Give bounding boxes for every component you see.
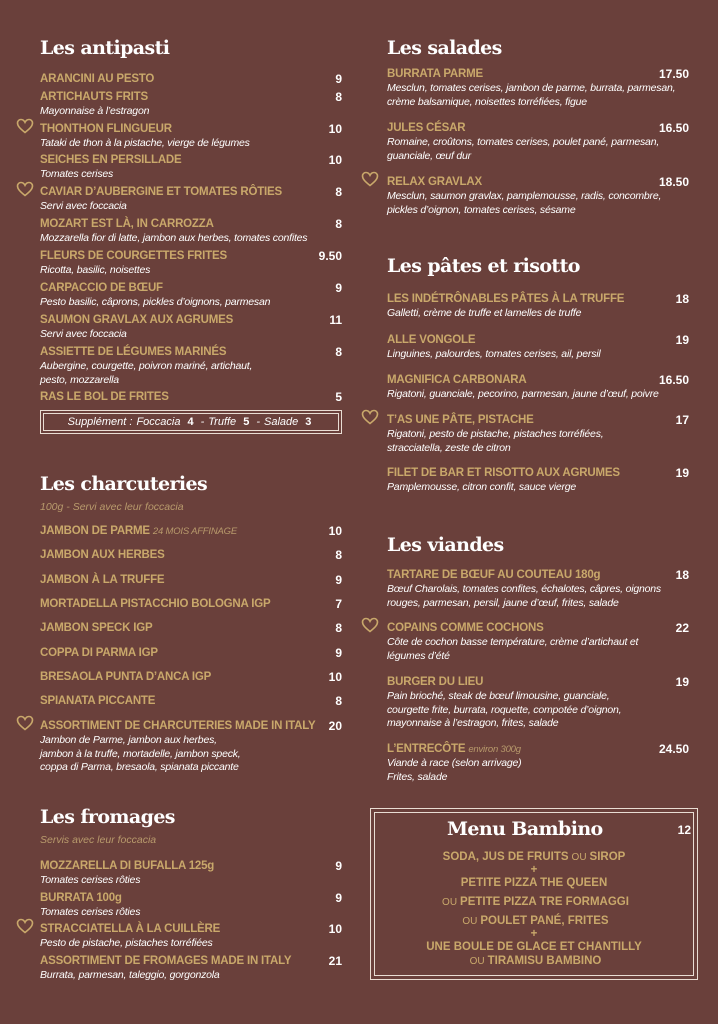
menu-item-name: [40, 314, 233, 326]
menu-item-name: [387, 293, 624, 305]
bambino-option: PETITE PIZZA THE QUEEN: [460, 877, 608, 889]
menu-item-price: 10: [328, 922, 342, 936]
menu-item-description: coppa di Parma, bresaola, spianata piccante: [40, 761, 239, 773]
menu-item-price: 18: [675, 568, 689, 582]
menu-item-name: [40, 250, 227, 262]
item-name-text: STRACCIATELLA À LA CUILLÈRE: [40, 923, 221, 935]
supplement-box: [40, 410, 342, 434]
menu-bambino-price: 12: [677, 823, 691, 837]
bambino-option: +: [530, 864, 538, 876]
menu-item-description: Frites, salade: [387, 770, 448, 783]
menu-item-name: [40, 955, 291, 967]
section-title-pates: Les pâtes et risotto: [387, 255, 580, 277]
menu-item-name: [40, 73, 154, 85]
menu-item-description: légumes d’été: [387, 649, 450, 662]
supplement-truffe-price: 5: [243, 416, 250, 428]
menu-item-name: [40, 622, 152, 634]
item-name-text: CAVIAR D’AUBERGINE ET TOMATES RÔTIES: [40, 186, 282, 198]
heart-icon: [16, 918, 34, 934]
menu-item-name: [387, 467, 620, 479]
menu-item-name: [40, 695, 155, 707]
item-name-text: T’AS UNE PÂTE, PISTACHE: [387, 414, 534, 426]
menu-item-price: 10: [328, 153, 342, 167]
bambino-option: SIROP: [589, 851, 626, 863]
menu-item-price: 24.50: [658, 742, 689, 756]
item-name-text: SAUMON GRAVLAX AUX AGRUMES: [40, 314, 234, 326]
item-name-text: LES INDÉTRÔNABLES PÂTES À LA TRUFFE: [387, 293, 625, 305]
menu-item-price: 21: [328, 954, 342, 968]
menu-item-price: 8: [335, 694, 342, 708]
menu-item-description: Rigatoni, guanciale, pecorino, parmesan, jaune d’œuf, poivre: [387, 388, 659, 400]
bambino-option: POULET PANÉ, FRITES: [480, 915, 609, 927]
menu-item-name: [40, 549, 165, 561]
menu-item-name: [40, 892, 122, 904]
item-name-text: THONTHON FLINGUEUR: [40, 123, 172, 135]
menu-item-name: [40, 91, 148, 103]
item-name-text: TARTARE DE BŒUF AU COUTEAU 180g: [387, 569, 601, 581]
item-name-text: MORTADELLA PISTACCHIO BOLOGNA IGP: [40, 598, 271, 610]
menu-item-price: 9: [335, 281, 342, 295]
menu-item-price: 8: [335, 185, 342, 199]
menu-item-name: [387, 176, 482, 188]
menu-item-name: [40, 391, 169, 403]
menu-item-price: 16.50: [658, 373, 689, 387]
menu-item-description: Pesto de pistache, pistaches torréfiées: [40, 937, 213, 949]
item-name-text: BRESAOLA PUNTA D’ANCA IGP: [40, 671, 212, 683]
item-name-text: BURGER DU LIEU: [387, 676, 484, 688]
supplement-label: Supplément :: [67, 416, 133, 428]
menu-item-name: [40, 218, 214, 230]
menu-item-description: Jambon de Parme, jambon aux herbes,: [40, 734, 217, 746]
bambino-line: [371, 896, 697, 908]
item-note: 24 MOIS AFFINAGE: [152, 526, 237, 537]
menu-item-name: [40, 647, 158, 659]
or-connector: OU: [442, 897, 458, 908]
supplement-foccacia-price: 4: [187, 416, 194, 428]
item-name-text: COPAINS COMME COCHONS: [387, 622, 544, 634]
menu-item-description: jambon à la truffe, mortadelle, jambon speck,: [40, 747, 241, 760]
menu-item-name: [387, 622, 544, 634]
heart-icon: [361, 617, 379, 633]
menu-item-price: 9: [335, 72, 342, 86]
menu-bambino-title: Menu Bambino: [447, 818, 603, 840]
menu-item-description: Mozzarella fior di latte, jambon aux herbes, tomates confites: [40, 232, 308, 244]
item-name-text: ASSORTIMENT DE FROMAGES MADE IN ITALY: [40, 955, 292, 967]
menu-item-price: 19: [675, 333, 689, 347]
menu-item-description: Servi avec foccacia: [40, 200, 127, 212]
heart-icon: [16, 118, 34, 134]
item-name-text: SEICHES EN PERSILLADE: [40, 154, 182, 166]
menu-item-description: pesto, mozzarella: [40, 373, 119, 386]
or-connector: OU: [571, 852, 587, 863]
menu-item-description: rouges, parmesan, persil, jaune d’œuf, frites, salade: [387, 596, 619, 609]
bambino-line: [371, 877, 697, 889]
menu-item-description: Tomates cerises rôties: [40, 906, 141, 918]
item-name-text: COPPA DI PARMA IGP: [40, 647, 158, 659]
menu-item-price: 8: [335, 90, 342, 104]
menu-item-description: Galletti, crème de truffe et lamelles de truffe: [387, 307, 582, 319]
menu-item-name: [40, 923, 220, 935]
menu-item-description: crème balsamique, noisettes torréfiées, figue: [387, 95, 587, 108]
menu-item-name: [40, 346, 226, 358]
menu-item-description: Pamplemousse, citron confit, sauce vierge: [387, 481, 577, 493]
menu-item-name: [387, 414, 534, 426]
item-name-text: BURRATA 100g: [40, 892, 122, 904]
menu-item-description: Romaine, croûtons, tomates cerises, poulet pané, parmesan,: [387, 136, 660, 148]
menu-item-name: [387, 743, 521, 755]
bambino-option: PETITE PIZZA TRE FORMAGGI: [460, 896, 629, 908]
menu-item-description: guanciale, œuf dur: [387, 149, 471, 162]
menu-item-name: [40, 525, 237, 537]
item-name-text: ASSIETTE DE LÉGUMES MARINÉS: [40, 346, 227, 358]
supplement-truffe: Truffe: [208, 416, 237, 428]
menu-item-description: Mesclun, tomates cerises, jambon de parme, burrata, parmesan,: [387, 82, 676, 94]
menu-item-description: Viande à race (selon arrivage): [387, 757, 522, 769]
item-name-text: SPIANATA PICCANTE: [40, 695, 156, 707]
item-name-text: FILET DE BAR ET RISOTTO AUX AGRUMES: [387, 467, 620, 479]
menu-item-price: 17.50: [658, 67, 689, 81]
item-name-text: ALLE VONGOLE: [387, 334, 476, 346]
bambino-line: [371, 864, 697, 876]
menu-item-name: [387, 676, 483, 688]
separator: -: [256, 416, 260, 428]
item-name-text: MOZZARELLA DI BUFALLA 125g: [40, 860, 215, 872]
menu-item-price: 20: [328, 719, 342, 733]
bambino-line: [371, 915, 697, 927]
menu-item-price: 18.50: [658, 175, 689, 189]
menu-item-price: 9.50: [318, 249, 342, 263]
menu-item-description: Bœuf Charolais, tomates confites, échalotes, câpres, oignons: [387, 583, 661, 595]
menu-item-name: [40, 154, 182, 166]
supplement-salade: Salade: [263, 416, 299, 428]
menu-item-price: 11: [329, 313, 342, 327]
menu-item-price: 7: [335, 597, 342, 611]
item-name-text: MAGNIFICA CARBONARA: [387, 374, 527, 386]
menu-item-description: Tataki de thon à la pistache, vierge de légumes: [40, 137, 250, 149]
menu-item-description: pickles d’oignon, tomates cerises, sésame: [387, 203, 576, 216]
menu-item-name: [387, 569, 600, 581]
menu-item-price: 16.50: [658, 121, 689, 135]
menu-item-price: 19: [675, 675, 689, 689]
menu-item-description: mayonnaise à l’estragon, frites, salade: [387, 717, 559, 729]
menu-item-description: stracciatella, zeste de citron: [387, 441, 511, 454]
or-connector: OU: [462, 916, 478, 927]
menu-item-name: [40, 282, 163, 294]
menu-item-price: 18: [675, 292, 689, 306]
menu-item-description: Servi avec foccacia: [40, 328, 127, 340]
item-name-text: JAMBON SPECK IGP: [40, 622, 153, 634]
supplement-salade-price: 3: [305, 416, 312, 428]
bambino-line: [371, 851, 697, 863]
item-name-text: L’ENTRECÔTE: [387, 743, 466, 755]
menu-item-price: 8: [335, 217, 342, 231]
bambino-option: SODA, JUS DE FRUITS: [442, 851, 569, 863]
section-subtitle-charcuteries: 100g - Servi avec leur foccacia: [40, 501, 184, 513]
item-name-text: RAS LE BOL DE FRITES: [40, 391, 169, 403]
menu-item-description: Linguines, palourdes, tomates cerises, ail, persil: [387, 348, 601, 360]
section-title-salades: Les salades: [387, 37, 502, 59]
or-connector: OU: [469, 956, 485, 967]
section-title-fromages: Les fromages: [40, 806, 175, 828]
menu-item-price: 9: [335, 573, 342, 587]
item-name-text: BURRATA PARME: [387, 68, 483, 80]
menu-item-price: 10: [328, 670, 342, 684]
item-name-text: FLEURS DE COURGETTES FRITES: [40, 250, 227, 262]
heart-icon: [16, 181, 34, 197]
menu-item-price: 10: [328, 524, 342, 538]
menu-item-description: Rigatoni, pesto de pistache, pistaches torréfiées,: [387, 428, 604, 440]
bambino-option: TIRAMISU BAMBINO: [487, 955, 602, 967]
item-note: environ 300g: [468, 744, 521, 755]
item-name-text: ARANCINI AU PESTO: [40, 73, 155, 85]
item-name-text: JAMBON À LA TRUFFE: [40, 574, 165, 586]
menu-item-price: 9: [335, 891, 342, 905]
separator: -: [200, 416, 205, 428]
menu-bambino-box: [370, 808, 698, 980]
heart-icon: [361, 171, 379, 187]
bambino-line: [371, 955, 697, 967]
menu-item-description: Mesclun, saumon gravlax, pamplemousse, radis, concombre,: [387, 190, 662, 202]
menu-item-price: 17: [675, 413, 689, 427]
menu-item-description: Burrata, parmesan, taleggio, gorgonzola: [40, 969, 220, 981]
menu-item-description: Pain brioché, steak de bœuf limousine, guanciale,: [387, 690, 610, 702]
menu-item-name: [40, 860, 214, 872]
menu-item-name: [40, 574, 164, 586]
menu-item-description: Mayonnaise à l’estragon: [40, 105, 150, 117]
section-title-charcuteries: Les charcuteries: [40, 473, 208, 495]
menu-item-price: 10: [328, 122, 342, 136]
bambino-option: UNE BOULE DE GLACE ET CHANTILLY: [426, 941, 642, 953]
menu-item-description: Pesto basilic, câprons, pickles d’oignons, parmesan: [40, 296, 271, 308]
section-title-antipasti: Les antipasti: [40, 37, 170, 59]
heart-icon: [16, 715, 34, 731]
menu-item-name: [387, 374, 527, 386]
menu-item-name: [40, 720, 315, 732]
menu-item-name: [40, 186, 282, 198]
menu-item-description: Ricotta, basilic, noisettes: [40, 264, 151, 276]
section-subtitle-fromages: Servis avec leur foccacia: [40, 834, 157, 846]
menu-item-price: 22: [675, 621, 689, 635]
menu-item-name: [40, 598, 270, 610]
item-name-text: CARPACCIO DE BŒUF: [40, 282, 163, 294]
menu-item-price: 8: [335, 548, 342, 562]
menu-item-price: 9: [335, 859, 342, 873]
menu-item-name: [40, 671, 211, 683]
supplement-foccacia: Foccacia: [136, 416, 181, 428]
item-name-text: ARTICHAUTS FRITS: [40, 91, 148, 103]
bambino-line: [371, 941, 697, 953]
menu-item-name: [40, 123, 172, 135]
menu-item-description: Aubergine, courgette, poivron mariné, artichaut,: [40, 360, 253, 372]
item-name-text: RELAX GRAVLAX: [387, 176, 482, 188]
menu-item-description: Côte de cochon basse température, crème d’artichaut et: [387, 636, 639, 648]
menu-item-description: courgette frite, burrata, roquette, compotée d’oignon,: [387, 703, 622, 716]
menu-item-price: 8: [335, 621, 342, 635]
menu-item-price: 8: [335, 345, 342, 359]
bambino-option: +: [530, 928, 538, 940]
menu-item-description: Tomates cerises rôties: [40, 874, 141, 886]
menu-item-price: 19: [675, 466, 689, 480]
bambino-line: [371, 928, 697, 940]
menu-item-description: Tomates cerises: [40, 168, 114, 180]
menu-item-name: [387, 334, 475, 346]
menu-item-price: 5: [335, 390, 342, 404]
item-name-text: ASSORTIMENT DE CHARCUTERIES MADE IN ITALY: [40, 720, 316, 732]
section-title-viandes: Les viandes: [387, 534, 504, 556]
menu-item-price: 9: [335, 646, 342, 660]
heart-icon: [361, 409, 379, 425]
item-name-text: JAMBON AUX HERBES: [40, 549, 165, 561]
menu-item-name: [387, 122, 465, 134]
item-name-text: JULES CÉSAR: [387, 122, 466, 134]
item-name-text: MOZART EST LÀ, IN CARROZZA: [40, 218, 214, 230]
menu-item-name: [387, 68, 483, 80]
item-name-text: JAMBON DE PARME: [40, 525, 150, 537]
